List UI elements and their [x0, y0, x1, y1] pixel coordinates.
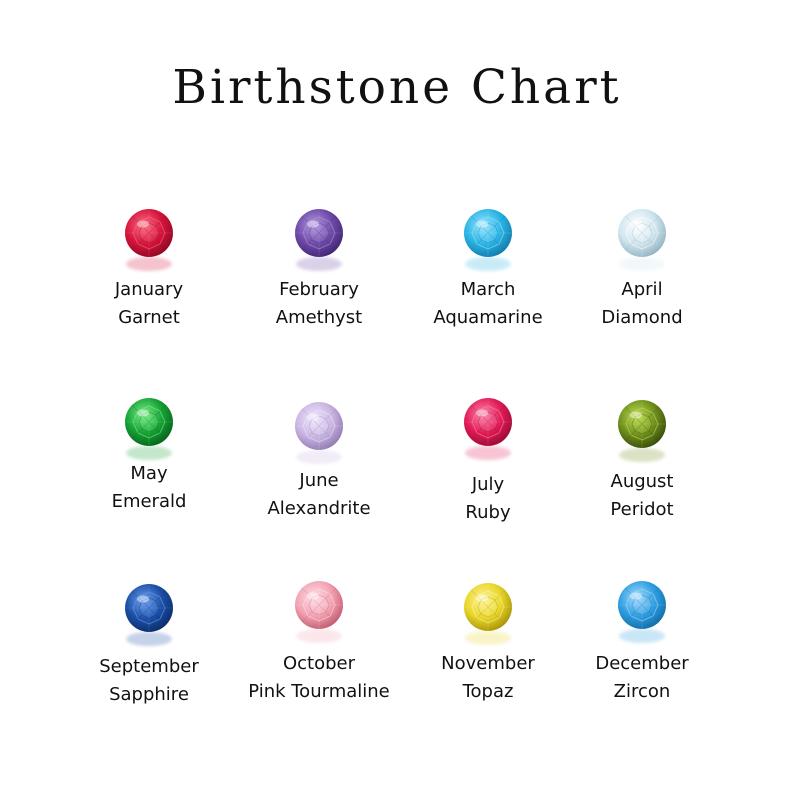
stone-name-label: Emerald — [111, 491, 187, 512]
month-label: August — [610, 471, 674, 492]
gem-reflection — [126, 632, 172, 646]
birthstone-december — [547, 0, 737, 794]
stone-name-label: Amethyst — [275, 307, 363, 328]
stone-name-label: Garnet — [118, 307, 180, 328]
stone-name-label: Topaz — [462, 681, 514, 702]
month-label: April — [621, 279, 663, 300]
gem-icon — [124, 583, 174, 633]
month-label: March — [460, 279, 516, 300]
month-label: July — [471, 474, 505, 495]
month-label: February — [279, 279, 359, 300]
month-label: June — [299, 470, 339, 491]
month-label: October — [282, 653, 356, 674]
stone-name-label: Peridot — [610, 499, 674, 520]
stone-name-label: Diamond — [601, 307, 683, 328]
stone-name-label: Aquamarine — [433, 307, 543, 328]
gem-icon — [294, 580, 344, 630]
stone-name-label: Sapphire — [109, 684, 189, 705]
month-label: September — [99, 656, 199, 677]
month-label: December — [595, 653, 689, 674]
month-label: May — [130, 463, 168, 484]
stone-name-label: Pink Tourmaline — [248, 681, 390, 702]
month-label: November — [441, 653, 535, 674]
stone-name-label: Ruby — [465, 502, 511, 523]
stone-name-label: Zircon — [613, 681, 671, 702]
gem-reflection — [619, 629, 665, 643]
gem-icon — [463, 582, 513, 632]
gem-icon — [617, 580, 667, 630]
gem-reflection — [296, 629, 342, 643]
birthstone-october — [224, 0, 414, 794]
stone-name-label: Alexandrite — [267, 498, 371, 519]
chart-title: Birthstone Chart — [172, 60, 622, 115]
month-label: January — [114, 279, 184, 300]
birthstone-september — [54, 0, 244, 794]
gem-reflection — [465, 631, 511, 645]
